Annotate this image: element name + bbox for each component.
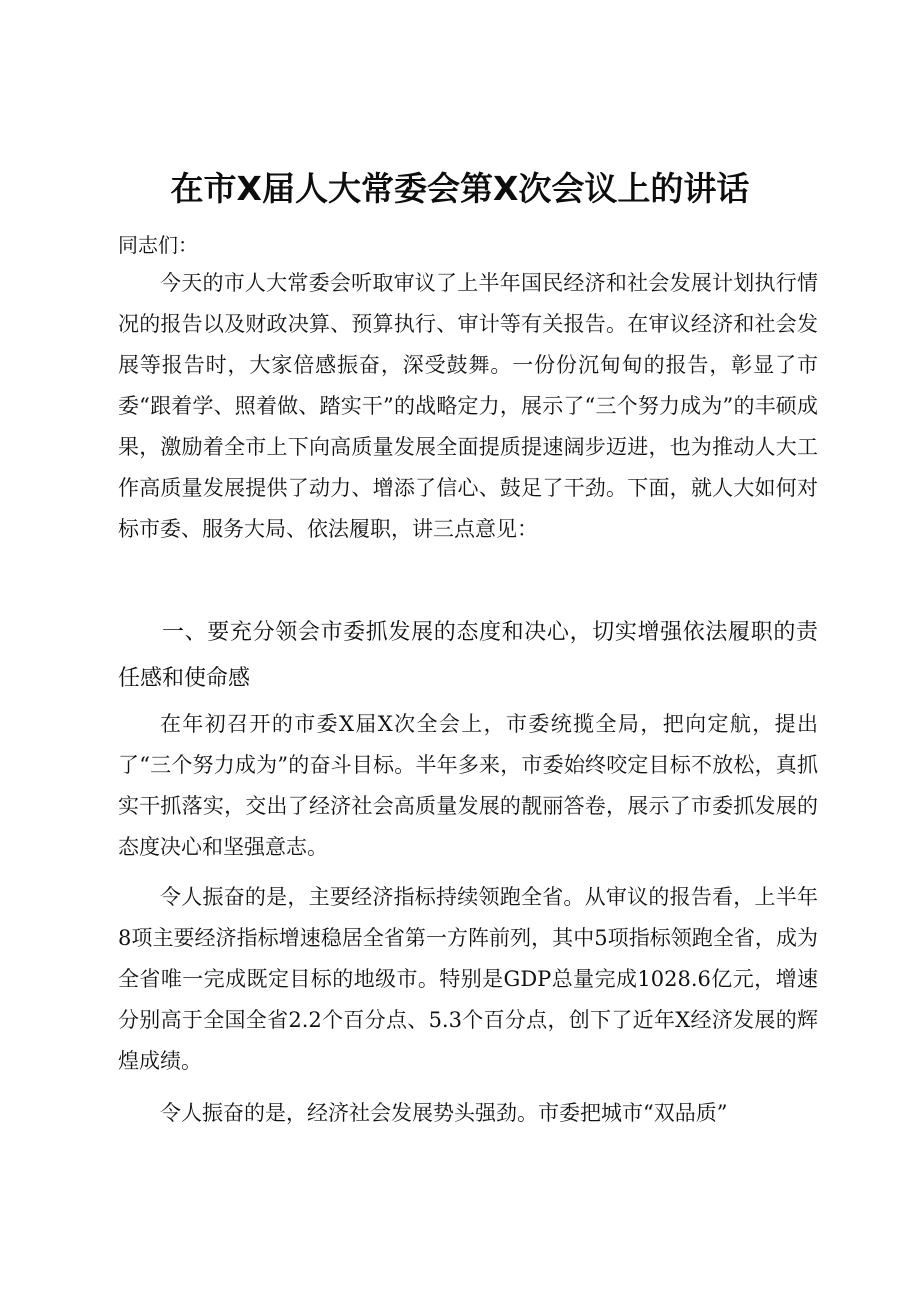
section-heading-1: 一、要充分领会市委抓发展的态度和决心，切实增强依法履职的责任感和使命感 — [118, 620, 818, 691]
paragraph-intro: 今天的市人大常委会听取审议了上半年国民经济和社会发展计划执行情况的报告以及财政决算、预算执行、审计等有关报告。在审议经济和社会发展等报告时，大家倍感振奋，深受鼓舞。一份份沉甸甸的报告，彰显了市委“跟着学、照着做、踏实干”的战略定力，展示了“三个努力成为”的丰硕成果，激励着全市上下向高质量发展全面提质提速阔步迈进，也为推动人大工作高质量发展提供了动力、增添了信心、鼓足了干劲。下面，就人大如何对标市委、服务大局、依法履职，讲三点意见： — [118, 271, 818, 541]
paragraph-section1-body: 在年初召开的市委X届X次全会上，市委统揽全局，把向定航，提出了“三个努力成为”的奋斗目标。半年多来，市委始终咬定目标不放松，真抓实干抓落实，交出了经济社会高质量发展的靓丽答卷，展示了市委抓发展的态度决心和坚强意志。 — [118, 712, 818, 859]
salutation: 同志们： — [118, 233, 198, 257]
paragraph-economic-indicators: 令人振奋的是，主要经济指标持续领跑全省。从审议的报告看，上半年8项主要经济指标增速稳居全省第一方阵前列，其中5项指标领跑全省，成为全省唯一完成既定目标的地级市。特别是GDP总量完成1028.6亿元，增速分别高于全国全省2.2个百分点、5.3个百分点，创下了近年X经济发展的辉煌成绩。 — [118, 885, 818, 1073]
page-title: 在市X届人大常委会第X次会议上的讲话 — [170, 169, 750, 208]
paragraph-development-momentum: 令人振奋的是，经济社会发展势头强劲。市委把城市“双品质” — [160, 1101, 728, 1125]
